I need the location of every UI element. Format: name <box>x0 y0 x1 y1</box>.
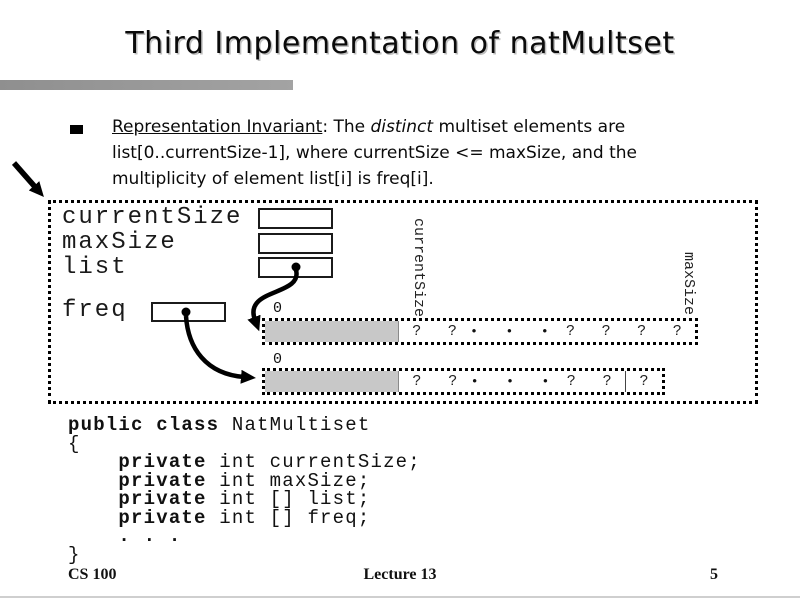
unknown-cell: ? <box>448 373 458 390</box>
label-freq: freq <box>62 297 128 324</box>
invariant-label: Representation Invariant <box>112 117 323 137</box>
distinct-word: distinct <box>370 117 434 137</box>
invariant-rest: multiset elements are list[0..currentSize-1], where currentSize <= maxSize, and the multiplicity of element list[i] is freq[i]. <box>112 117 637 189</box>
title-underline-bar <box>0 80 293 90</box>
freq-array-index-label: 0 <box>273 351 283 368</box>
code-line: public class NatMultiset <box>68 414 371 436</box>
code-line: private int currentSize; <box>118 451 421 473</box>
unknown-cell: ? <box>566 373 576 390</box>
list-array-cells <box>399 321 695 342</box>
code-line: . . . <box>118 525 182 547</box>
footer-page-number: 5 <box>710 566 718 583</box>
unknown-cell: ? <box>602 373 612 390</box>
currentsize-value-box <box>258 208 333 229</box>
code-block <box>68 416 421 564</box>
freq-pointer-box <box>151 302 226 322</box>
ellipsis-cell: • • • <box>470 374 554 389</box>
unknown-cell: ? <box>412 323 422 340</box>
unknown-cell: ? <box>625 371 662 392</box>
maxsize-value-box <box>258 233 333 254</box>
code-line: } <box>68 543 81 566</box>
representation-invariant-text <box>112 114 704 192</box>
unknown-cell: ? <box>637 323 647 340</box>
label-list: list <box>62 254 128 281</box>
freq-array-cells <box>399 371 662 392</box>
code-line: { <box>68 432 81 455</box>
label-currentsize: currentSize <box>62 204 243 231</box>
code-line: private int [] freq; <box>118 506 371 529</box>
page-title: Third Implementation of natMultset <box>125 26 675 61</box>
list-array <box>262 318 698 345</box>
invariant-connector: : The <box>322 117 371 137</box>
slide-bottom-edge <box>0 596 800 598</box>
code-line: private int [] list; <box>118 488 371 510</box>
code-line: private int maxSize; <box>118 469 371 492</box>
freq-array-filled-region <box>265 371 399 392</box>
vertical-label-currentsize: currentSize <box>410 218 427 318</box>
unknown-cell: ? <box>447 323 457 340</box>
slide-pointer-arrow <box>14 163 36 188</box>
freq-array <box>262 368 665 395</box>
list-pointer-box <box>258 257 333 278</box>
label-maxsize: maxSize <box>62 229 177 256</box>
unknown-cell: ? <box>601 323 611 340</box>
list-array-filled-region <box>265 321 399 342</box>
unknown-cell: ? <box>566 323 576 340</box>
unknown-cell: ? <box>672 323 682 340</box>
list-array-index-label: 0 <box>273 300 283 317</box>
vertical-label-maxsize: maxSize <box>680 252 697 316</box>
footer-lecture: Lecture 13 <box>363 566 437 583</box>
unknown-cell: ? <box>412 373 422 390</box>
footer-course: CS 100 <box>68 566 117 583</box>
ellipsis-cell: • • • <box>470 324 553 339</box>
bullet-square-icon <box>70 125 83 134</box>
